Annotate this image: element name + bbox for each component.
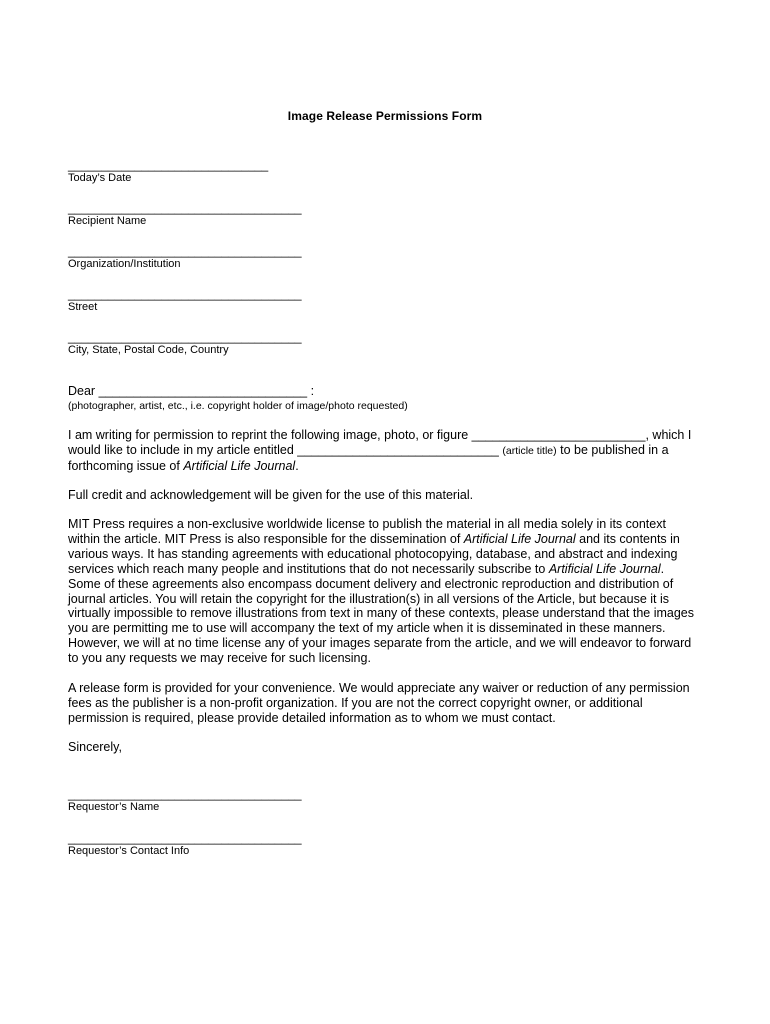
- journal-name-1: Artificial Life Journal: [463, 531, 576, 546]
- salutation-line: [68, 384, 314, 399]
- city-state-field[interactable]: [68, 330, 308, 357]
- requestor-contact-blank[interactable]: ___________________________________: [68, 831, 302, 845]
- street-label: Street: [68, 301, 98, 313]
- release-paragraph: A release form is provided for your convenience. We would appreciate any waiver or reduction of any permission fees as the publisher is a non-profit organization. If you are not the correct copyright owner, or additional permission is required, please provide detailed information as to whom we must contact.: [68, 681, 690, 725]
- organization-field[interactable]: [68, 244, 308, 271]
- closing: Sincerely,: [68, 740, 122, 754]
- page-title: Image Release Permissions Form: [287, 109, 483, 123]
- license-paragraph: [68, 517, 700, 666]
- requestor-name-blank[interactable]: ___________________________________: [68, 787, 302, 801]
- credit-paragraph: Full credit and acknowledgement will be given for the use of this material.: [68, 488, 474, 502]
- article-title-blank[interactable]: _____________________________: [297, 442, 499, 457]
- salutation-note: (photographer, artist, etc., i.e. copyright holder of image/photo requested): [68, 400, 408, 412]
- request-text-2: , which I would like to include in my article entitled: [68, 428, 692, 457]
- recipient-name-field[interactable]: [68, 201, 308, 228]
- requestor-contact-field[interactable]: [68, 831, 308, 858]
- recipient-name-label: Recipient Name: [68, 215, 147, 227]
- figure-blank[interactable]: _________________________: [471, 428, 646, 442]
- organization-label: Organization/Institution: [68, 258, 181, 270]
- street-blank[interactable]: ___________________________________: [68, 287, 302, 301]
- request-paragraph: [68, 428, 700, 474]
- street-field[interactable]: [68, 287, 308, 314]
- article-title-label: (article title): [502, 444, 557, 457]
- journal-name: Artificial Life Journal: [183, 458, 296, 473]
- city-state-label: City, State, Postal Code, Country: [68, 344, 229, 356]
- salutation-suffix: :: [307, 384, 315, 398]
- recipient-name-blank[interactable]: ___________________________________: [68, 201, 302, 215]
- license-text-1: MIT Press requires a non-exclusive worldwide license to publish the material in all media solely in its context within the article. MIT Press is also responsible for the dissemination of: [68, 517, 666, 546]
- requestor-contact-label: Requestor’s Contact Info: [68, 845, 190, 857]
- todays-date-label: Today’s Date: [68, 172, 132, 184]
- license-text-3: . Some of these agreements also encompass document delivery and electronic reproduction and distribution of journal articles. You will retain the copyright for the illustration(s) in all versions of the Article, but because it is virtually impossible to remove illustrations from text in many of these contexts, please understand that the images you are permitting me to use will accompany the text of my article when it is disseminated in these manners. However, we will at no time license any of your images separate from the article, and we will endeavor to forward to you any requests we may receive for such licensing.: [68, 561, 694, 666]
- request-text-3: to be published in a forthcoming issue of: [68, 442, 669, 473]
- todays-date-blank[interactable]: ______________________________: [68, 158, 269, 172]
- request-text-4: .: [295, 458, 299, 473]
- request-text-1: I am writing for permission to reprint the following image, photo, or figure: [68, 428, 472, 442]
- salutation-blank[interactable]: ______________________________: [98, 384, 308, 398]
- salutation-prefix: Dear: [68, 384, 96, 398]
- todays-date-field[interactable]: [68, 158, 308, 185]
- license-text-2: and its contents in various ways. It has standing agreements with educational photocopying, database, and abstract and indexing services which reach many people and institutions that do not necessarily subscribe to: [68, 531, 680, 576]
- requestor-name-field[interactable]: [68, 787, 308, 814]
- city-state-blank[interactable]: ___________________________________: [68, 330, 302, 344]
- requestor-name-label: Requestor’s Name: [68, 801, 160, 813]
- journal-name-2: Artificial Life Journal: [548, 561, 661, 576]
- organization-blank[interactable]: ___________________________________: [68, 244, 302, 258]
